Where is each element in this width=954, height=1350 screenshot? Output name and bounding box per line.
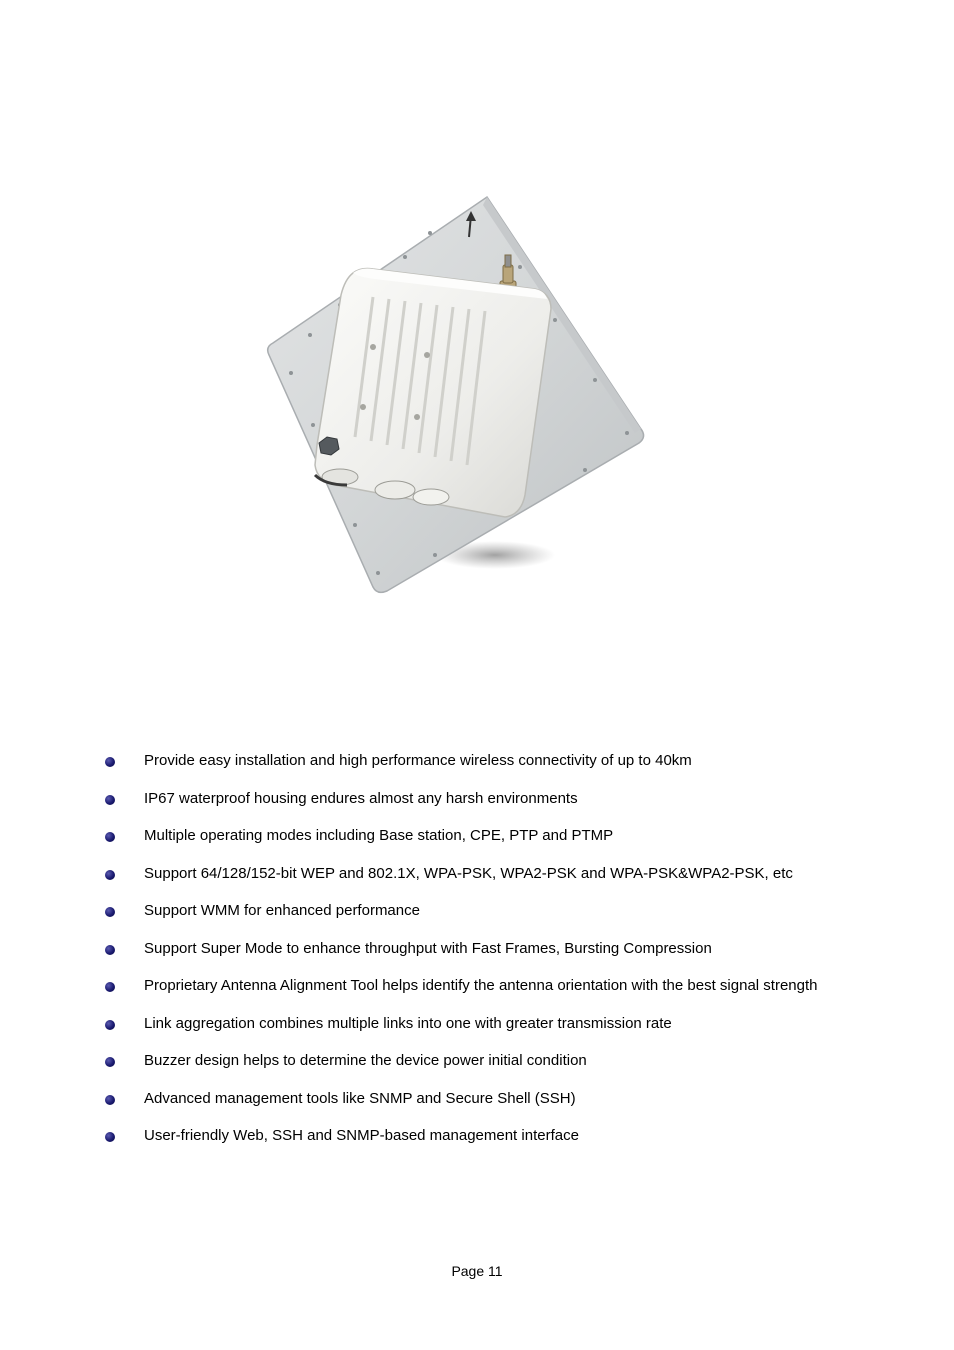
feature-item — [0, 967, 954, 1005]
feature-item — [0, 930, 954, 968]
bullet-dot-icon — [105, 832, 115, 842]
feature-item — [0, 817, 954, 855]
feature-text: Support 64/128/152-bit WEP and 802.1X, WPA-PSK, WPA2-PSK and WPA-PSK&WPA2-PSK, etc — [144, 864, 793, 882]
bullet-dot-icon — [105, 1095, 115, 1105]
bullet-dot-icon — [105, 945, 115, 955]
page-number: Page 11 — [451, 1263, 503, 1279]
feature-item — [0, 1042, 954, 1080]
bullet-dot-icon — [105, 1132, 115, 1142]
feature-item — [0, 1117, 954, 1155]
feature-text: Proprietary Antenna Alignment Tool helps identify the antenna orientation with the best signal strength — [144, 977, 818, 994]
bullet-dot-icon — [105, 795, 115, 805]
bullet-dot-icon — [105, 870, 115, 880]
feature-text: IP67 waterproof housing endures almost any harsh environments — [144, 789, 578, 807]
feature-text: User-friendly Web, SSH and SNMP-based management interface — [144, 1127, 579, 1144]
feature-text: Support WMM for enhanced performance — [144, 902, 420, 919]
bullet-dot-icon — [105, 1057, 115, 1067]
feature-item — [0, 892, 954, 930]
feature-item — [0, 1080, 954, 1118]
feature-item — [0, 780, 954, 818]
feature-list — [0, 742, 954, 1155]
bullet-dot-icon — [105, 757, 115, 767]
feature-item — [0, 742, 954, 780]
product-image — [255, 185, 655, 605]
feature-text: Provide easy installation and high performance wireless connectivity of up to 40km — [144, 752, 692, 769]
bullet-dot-icon — [105, 982, 115, 992]
bullet-dot-icon — [105, 1020, 115, 1030]
feature-text: Support Super Mode to enhance throughput with Fast Frames, Bursting Compression — [144, 939, 712, 957]
feature-text: Advanced management tools like SNMP and Secure Shell (SSH) — [144, 1089, 576, 1107]
feature-item — [0, 1005, 954, 1043]
feature-text: Multiple operating modes including Base station, CPE, PTP and PTMP — [144, 827, 614, 844]
feature-text: Buzzer design helps to determine the device power initial condition — [144, 1052, 587, 1069]
feature-text: Link aggregation combines multiple links into one with greater transmission rate — [144, 1014, 672, 1032]
bullet-dot-icon — [105, 907, 115, 917]
feature-item — [0, 855, 954, 893]
